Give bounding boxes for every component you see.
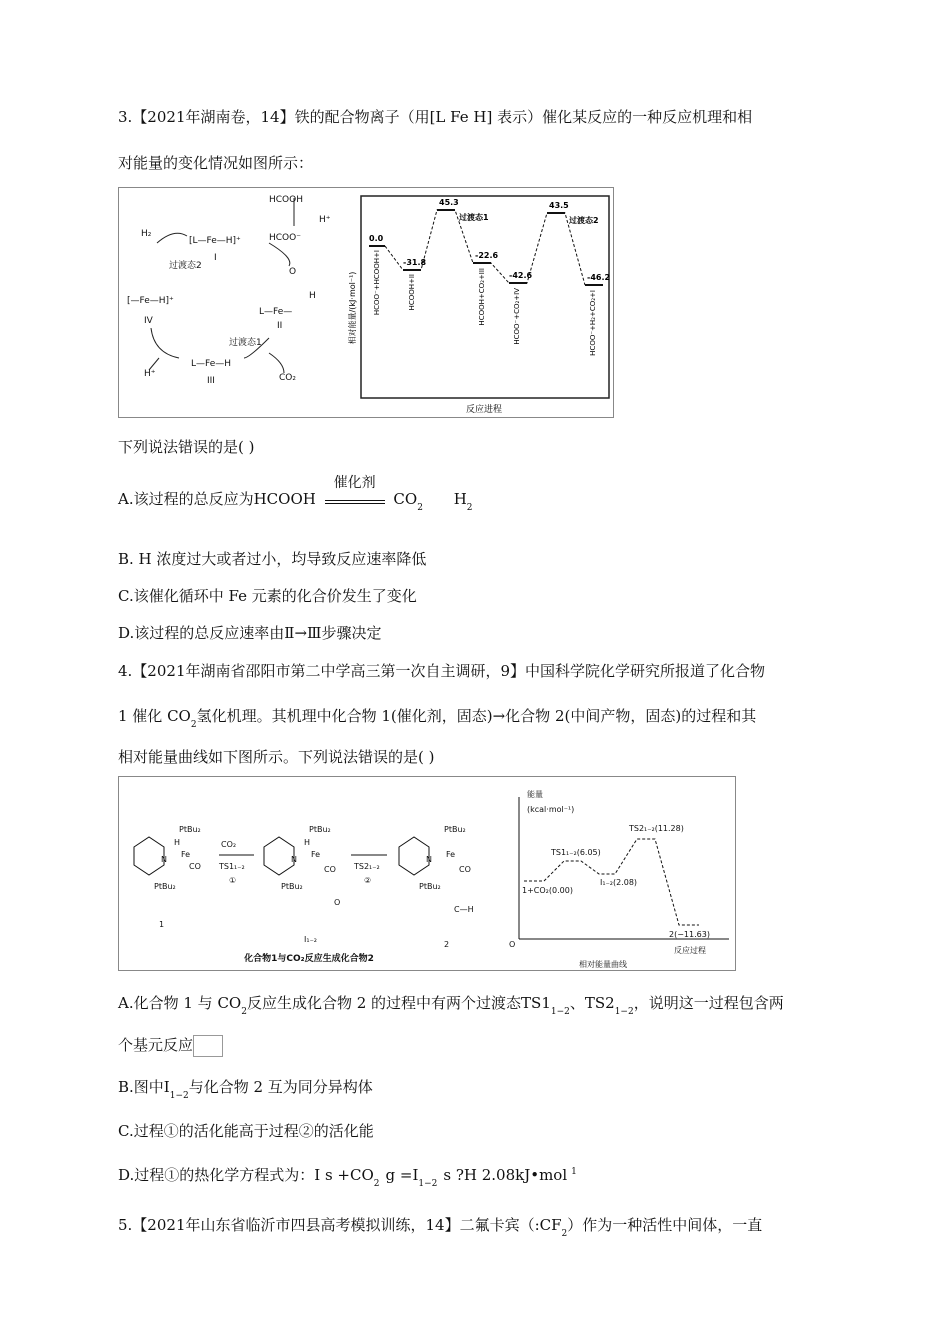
q4-line1: 4.【2021年湖南省邵阳市第二中学高三第一次自主调研，9】中国科学院化学研究所报道了化合物 [118, 662, 766, 680]
q4-ts1: TS1₁₋₂ [219, 862, 245, 871]
q3-level-4-value: -42.6 [509, 271, 533, 280]
q3-mech-co2: CO₂ [279, 373, 296, 383]
q3-option-a-sub2: 2 [466, 503, 473, 513]
q3-ts1-tag: 过渡态1 [459, 213, 489, 222]
q5-line1 [118, 1214, 763, 1239]
q4-line2-sub: 2 [190, 720, 197, 730]
q3-option-a-pre: A.该过程的总反应为HCOOH [118, 490, 316, 508]
q3-energy-diagram [347, 196, 610, 415]
q3-mech-hplus-bottom: H⁺ [144, 369, 156, 379]
q4-option-b-2: 与化合物 2 互为同分异构体 [188, 1078, 373, 1096]
q4-co-1: CO [189, 862, 201, 871]
q4-option-d-sub: 2 [373, 1179, 380, 1189]
q3-line2: 对能量的变化情况如图所示： [118, 154, 314, 172]
q4-n-2: N [291, 855, 297, 864]
q4-energy-caption: 相对能量曲线 [579, 960, 627, 969]
q3-level-4-label: HCOO⁻+CO₂+IV [513, 288, 521, 345]
q4-o-2: O [334, 898, 341, 907]
q3-stem: 下列说法错误的是( ) [118, 438, 255, 456]
q3-energy-ylabel: 相对能量/(kJ·mol⁻¹) [348, 271, 357, 345]
q4-circle1: ① [229, 876, 237, 885]
q5-line1-sub: 2 [561, 1229, 568, 1239]
q4-co-3: CO [459, 865, 471, 874]
q3-level-1-value: -31.8 [403, 258, 427, 267]
q4-ptbu2-1a: PtBu₂ [179, 825, 201, 834]
q3-mech-h2: H₂ [141, 229, 152, 239]
q5-line1-a: 5.【2021年山东省临沂市四县高考模拟训练，14】二氟卡宾（:CF [118, 1216, 562, 1234]
q3-level-3-label: HCOOH+CO₂+III [478, 268, 486, 326]
q4-h-2: H [304, 838, 311, 847]
q3-level-0-value: 0.0 [369, 234, 384, 243]
q4-figure-svg [119, 777, 735, 970]
q3-mech-ts1: 过渡态1 [229, 338, 262, 348]
q3-figure [118, 187, 614, 418]
q3-option-d: D.该过程的总反应速率由Ⅱ→Ⅲ步骤决定 [118, 624, 382, 642]
q4-fe-2: Fe [311, 850, 321, 859]
q4-option-a-3: 、TS2 [569, 994, 615, 1012]
q4-option-a-4: ，说明这一过程包含两 [633, 994, 784, 1012]
q3-option-a-catalyst: 催化剂 [333, 475, 376, 491]
q4-option-b-1: B.图中I [118, 1078, 170, 1096]
q3-figure-svg [119, 188, 613, 417]
q3-mech-h: H [309, 291, 316, 301]
q4-fe-3: Fe [446, 850, 456, 859]
q3-level-1-label: HCOOH+II [408, 274, 416, 311]
q3-mech-l-fe-h: L—Fe—H [191, 359, 232, 369]
q3-option-a-arrow [325, 475, 385, 504]
q4-h-1: H [174, 838, 181, 847]
q4-ylabel1: 能量 [527, 790, 543, 799]
q3-level-3-value: -22.6 [475, 251, 499, 260]
q3-mech-bracket-fe-h: [—Fe—H]⁺ [127, 296, 174, 306]
q4-line3: 相对能量曲线如下图所示。下列说法错误的是( ) [118, 748, 435, 766]
q4-xlabel: 反应过程 [674, 946, 706, 955]
q4-caption-left: 化合物1与CO₂反应生成化合物2 [244, 954, 374, 964]
q4-option-d [118, 1164, 577, 1189]
q4-energy-diagram [509, 789, 729, 969]
q4-co-2: CO [324, 865, 336, 874]
q4-c-h: C—H [454, 905, 474, 914]
q3-level-6-value: -46.2 [587, 273, 611, 282]
q4-n-1: N [161, 855, 167, 864]
q4-fe-1: Fe [181, 850, 191, 859]
q3-mech-cat-label: I [214, 253, 217, 263]
q4-label-1: 1 [159, 920, 165, 929]
q4-option-b-sub: 1−2 [169, 1091, 189, 1101]
q4-label-2: 2 [444, 940, 450, 949]
q4-ylabel2: (kcal·mol⁻¹) [527, 805, 575, 814]
q4-p0: 1+CO₂(0.00) [522, 886, 573, 895]
q4-line2-a: 1 催化 CO [118, 707, 191, 725]
q3-option-b: B. H 浓度过大或者过小，均导致反应速率降低 [118, 550, 427, 568]
q4-option-a [118, 992, 784, 1017]
q3-mech-cat: [L—Fe—H]⁺ [189, 236, 241, 246]
q4-line2-b: 氢化机理。其机理中化合物 1(催化剂，固态)→化合物 2(中间产物，固态)的过程和其 [196, 707, 757, 725]
q4-option-d-3: s ?H 2.08kJ•mol [443, 1166, 568, 1184]
q3-option-a [118, 475, 473, 513]
q3-mech-hcoo: HCOO⁻ [269, 233, 301, 243]
q4-p3: TS2₁₋₂(11.28) [629, 824, 684, 833]
q4-n-3: N [426, 855, 432, 864]
q4-option-a-sub3: 1−2 [614, 1007, 634, 1017]
q3-level-5-value: 43.5 [549, 201, 569, 210]
q4-circle2: ② [364, 876, 372, 885]
q3-mech-ts2: 过渡态2 [169, 261, 202, 271]
q4-option-d-sup: 1 [571, 1167, 577, 1177]
q4-option-a-1: A.化合物 1 与 CO [118, 994, 242, 1012]
q4-option-a-2: 反应生成化合物 2 的过程中有两个过渡态TS1 [246, 994, 551, 1012]
q4-option-a-sub2: 1−2 [550, 1007, 570, 1017]
q4-ts2: TS2₁₋₂ [354, 862, 380, 871]
q3-mech-l-fe: L—Fe— [259, 307, 293, 317]
q4-p2: I₁₋₂(2.08) [600, 878, 638, 887]
q3-level-6-label: HCOO⁻+H₂+CO₂+I [589, 290, 597, 356]
q3-mech-hplus-top: H⁺ [319, 215, 331, 225]
q4-option-b [118, 1076, 373, 1101]
q4-line2 [118, 705, 757, 730]
q4-option-c: C.过程①的活化能高于过程②的活化能 [118, 1122, 374, 1140]
q3-option-a-co: CO [393, 490, 418, 508]
q4-origin: O [509, 940, 516, 949]
q4-option-d-1: D.过程①的热化学方程式为：I s +CO [118, 1166, 374, 1184]
q4-label-i: I₁₋₂ [304, 935, 317, 944]
q4-p1: TS1₁₋₂(6.05) [551, 848, 601, 857]
q3-mechanism [127, 195, 331, 386]
q3-mech-iv: IV [144, 316, 153, 326]
q3-level-2-value: 45.3 [439, 198, 459, 207]
q3-mech-iii: III [207, 376, 215, 386]
q4-option-a-line2-text: 个基元反应 [118, 1036, 194, 1054]
q3-mech-o: O [289, 267, 297, 277]
q3-mech-hcooh: HCOOH [269, 195, 303, 205]
q4-option-a-line2 [118, 1034, 223, 1057]
q4-ptbu2-2b: PtBu₂ [281, 882, 303, 891]
q3-mech-ii: II [277, 321, 283, 331]
q5-line1-b: ）作为一种活性中间体，一直 [567, 1216, 763, 1234]
q4-figure [118, 776, 736, 971]
q4-option-a-sub: 2 [241, 1007, 247, 1017]
q4-ptbu2-3b: PtBu₂ [419, 882, 441, 891]
answer-blank[interactable] [193, 1035, 223, 1057]
q3-ts2-tag: 过渡态2 [569, 216, 599, 225]
q3-energy-xlabel: 反应进程 [465, 405, 503, 415]
q4-p4: 2(−11.63) [669, 930, 710, 939]
q4-ptbu2-3a: PtBu₂ [444, 825, 466, 834]
q3-option-c: C.该催化循环中 Fe 元素的化合价发生了变化 [118, 587, 417, 605]
q4-option-d-2: g =I [385, 1166, 419, 1184]
q3-level-0-label: HCOO⁻+HCOOH+I [373, 250, 381, 316]
q4-co2: CO₂ [221, 840, 237, 849]
q3-option-a-h: H [453, 490, 467, 508]
q3-line1: 3.【2021年湖南卷，14】铁的配合物离子（用[L Fe H] 表示）催化某反应的一种反应机理和相 [118, 108, 753, 126]
q4-option-d-sub2: 1−2 [418, 1179, 438, 1189]
q4-ptbu2-1b: PtBu₂ [154, 882, 176, 891]
q4-mechanism [134, 825, 474, 964]
q3-option-a-sub: 2 [417, 503, 423, 513]
q4-ptbu2-2a: PtBu₂ [309, 825, 331, 834]
